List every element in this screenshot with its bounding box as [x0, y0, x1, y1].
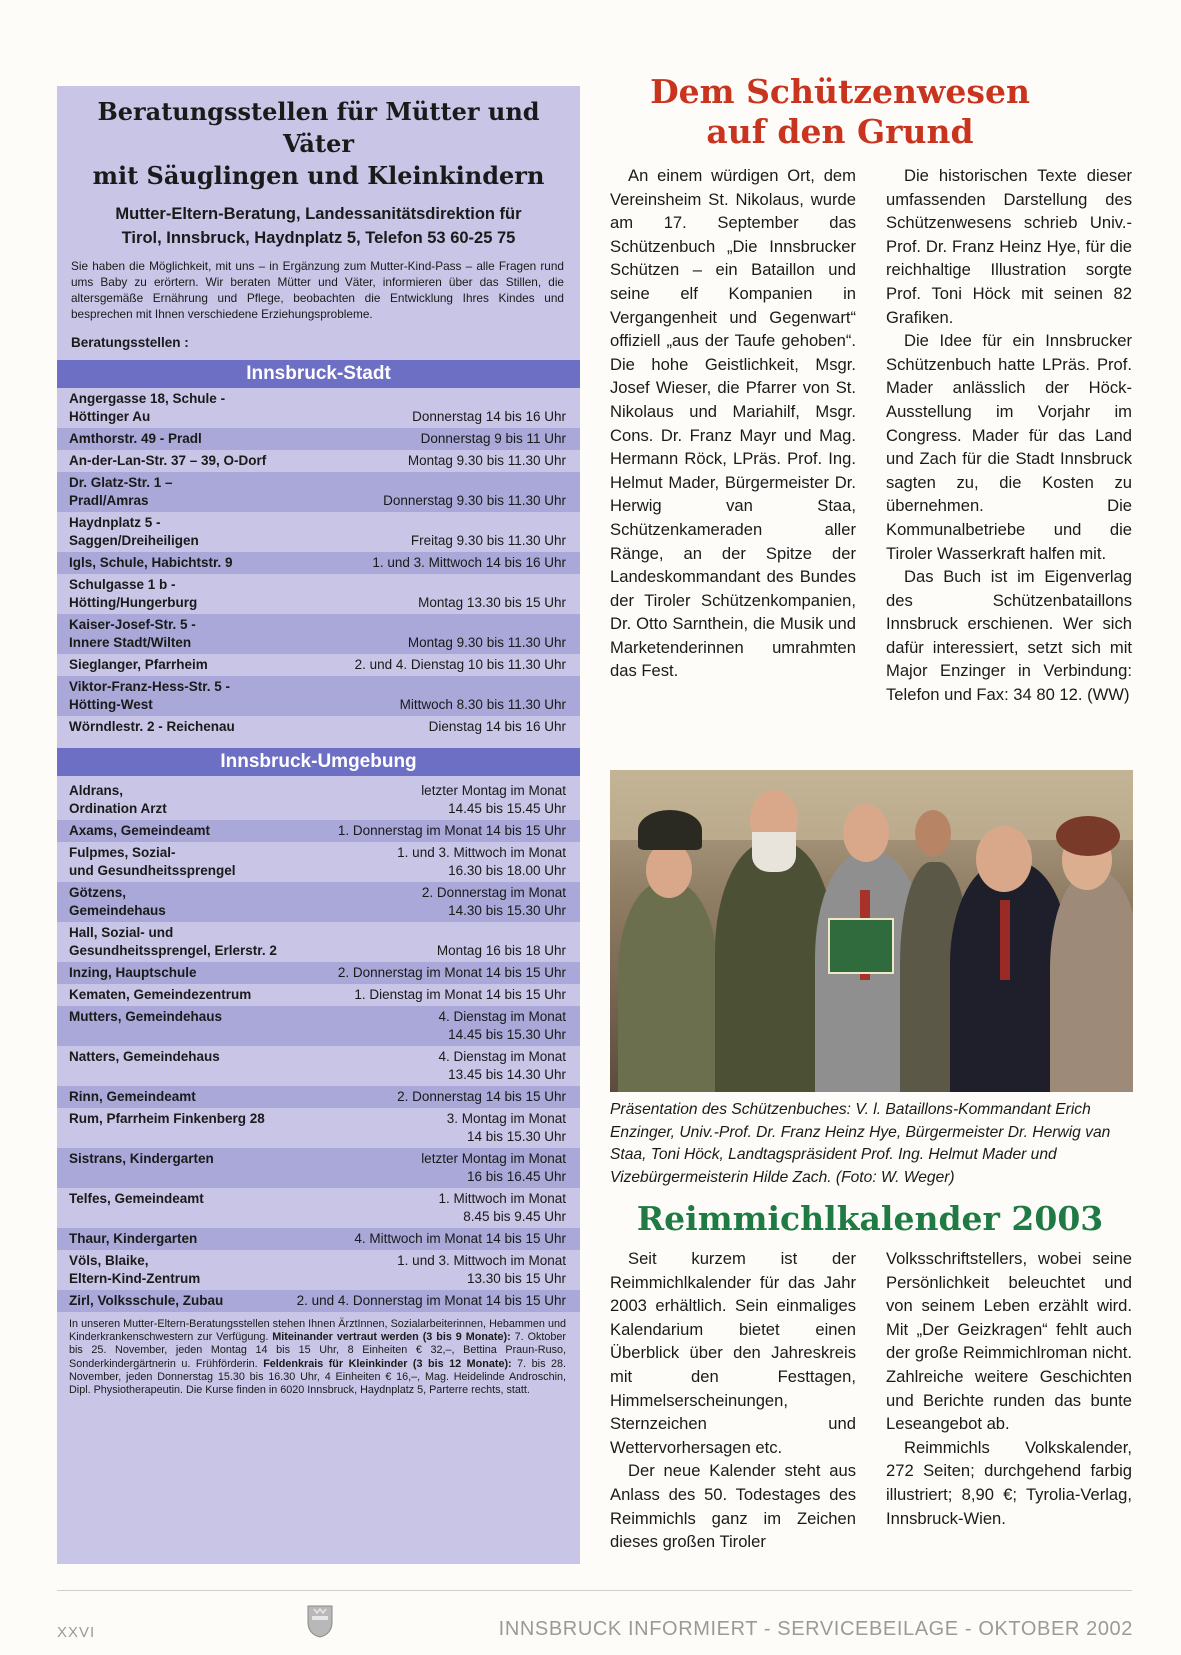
schedule-row	[57, 472, 580, 512]
article1-paragraph: Die historischen Texte dieser umfassenden Darstellung des Schützenwesens schrieb Univ.-Prof. Dr. Franz Heinz Hye, für die reichhaltige Illustration sorgte Prof. Toni Höck mit seinen 82 Grafiken.	[886, 166, 1132, 327]
location-name: Sieglanger, Pfarrheim	[69, 657, 208, 672]
schedule-time: 1. Dienstag im Monat 14 bis 15 Uhr	[354, 987, 566, 1002]
location-name: Wörndlestr. 2 - Reichenau	[69, 719, 235, 734]
counseling-info-box	[57, 86, 580, 1564]
article1-column-1	[610, 164, 856, 683]
schedule-row	[57, 1086, 580, 1108]
page-number: XXVI	[57, 1624, 96, 1641]
box-intro: Sie haben die Möglichkeit, mit uns – in Ergänzung zum Mutter-Kind-Pass – alle Fragen rund ums Baby zu erörtern. Wir beraten Mütter und Väter, informieren über das Stillen, die altersgemäße Ernährung und Pflege, beobachten die Entwicklung Ihres Kindes und besprechen mit Ihnen verschiedene Erziehungsprobleme.	[71, 259, 564, 321]
schedule-row	[57, 1290, 580, 1312]
schedule-row	[57, 1046, 580, 1086]
schedule-row	[57, 574, 580, 614]
location-name: Amthorstr. 49 - Pradl	[69, 431, 202, 446]
schedule-time: 2. Donnerstag 14 bis 15 Uhr	[397, 1089, 566, 1104]
schedule-row	[57, 716, 580, 738]
schedule-time: 2. und 4. Donnerstag im Monat 14 bis 15 Uhr	[296, 1293, 566, 1308]
location-name: Zirl, Volksschule, Zubau	[69, 1293, 224, 1308]
article2-column-1	[610, 1247, 856, 1554]
schedule-time: 4. Dienstag im Monat 13.45 bis 14.30 Uhr	[438, 1049, 566, 1082]
box-title-line-1: Beratungsstellen für Mütter und Väter	[97, 97, 540, 158]
footnote-course-1-text: 7. Oktober bis 25. November, jeden Montag 14 bis 15 Uhr, 8 Einheiten € 32,–, Bettina Praun-Ruso, Sonderkindergärtnerin u. Frühförderin.	[69, 1331, 567, 1370]
location-name: Fulpmes, Sozial- und Gesundheitssprengel	[69, 845, 236, 878]
schedule-time: Donnerstag 9.30 bis 11.30 Uhr	[383, 493, 566, 508]
schedule-time: 2. Donnerstag im Monat 14.30 bis 15.30 Uhr	[421, 885, 566, 918]
schedule-row	[57, 984, 580, 1006]
schedule-row	[57, 1148, 580, 1188]
beratungsstellen-label: Beratungsstellen :	[71, 335, 189, 350]
schedule-time: Montag 16 bis 18 Uhr	[436, 943, 566, 958]
footnote-course-2-text: 7. bis 28. November, jeden Donnerstag 15.30 bis 16.30 Uhr, 4 Einheiten € 16,–, Mag. Heidelinde Androschin, Dipl. Physiotherapeutin. Die Kurse finden in 6020 Innsbruck, Haydnplatz 5, Parterre rechts, statt.	[69, 1357, 566, 1397]
schedule-row	[57, 1188, 580, 1228]
location-name: Mutters, Gemeindehaus	[69, 1009, 223, 1024]
schedule-time: 4. Mittwoch im Monat 14 bis 15 Uhr	[354, 1231, 566, 1246]
location-name: Thaur, Kindergarten	[69, 1231, 198, 1246]
schedule-time: Dienstag 14 bis 16 Uhr	[428, 719, 566, 734]
schedule-row	[57, 552, 580, 574]
schedule-row	[57, 428, 580, 450]
article2-column-2	[886, 1247, 1132, 1530]
location-name: Rinn, Gemeindeamt	[69, 1089, 196, 1104]
schedule-row	[57, 388, 580, 428]
article1-column-2	[886, 164, 1132, 707]
schedule-time: 1. und 3. Mittwoch im Monat 16.30 bis 18.00 Uhr	[397, 845, 566, 878]
location-name: Angergasse 18, Schule - Höttinger Au	[69, 391, 226, 424]
article-headline-schuetzen	[600, 72, 1080, 152]
article1-paragraph: Die Idee für ein Innsbrucker Schützenbuch hatte LPräs. Prof. Mader anlässlich der Höck-Ausstellung im Vorjahr im Congress. Mader für das Land und Zach für die Stadt Innsbruck sagten zu, die Kosten zu übernehmen. Die Kommunalbetriebe und die Tiroler Wasserkraft halfen mit.	[886, 331, 1132, 563]
schedule-time: Mittwoch 8.30 bis 11.30 Uhr	[399, 697, 566, 712]
location-name: Aldrans, Ordination Arzt	[69, 783, 167, 816]
schedule-row	[57, 1006, 580, 1046]
article2-paragraph: Der neue Kalender steht aus Anlass des 50. Todestages des Reimmichls ganz im Zeichen dieses großen Tiroler	[610, 1461, 856, 1552]
article1-paragraph: Das Buch ist im Eigenverlag des Schützenbataillons Innsbruck erschienen. Wer sich dafür interessiert, setzt sich mit Major Enzinger in Verbindung: Telefon und Fax: 34 80 12. (WW)	[886, 567, 1132, 705]
location-name: Inzing, Hauptschule	[69, 965, 197, 980]
schedule-time: letzter Montag im Monat 14.45 bis 15.45 Uhr	[421, 783, 566, 816]
schedule-time: Montag 9.30 bis 11.30 Uhr	[407, 453, 566, 468]
article2-paragraph: Reimmichls Volkskalender, 272 Seiten; durchgehend farbig illustriert; 8,90 €; Tyrolia-Verlag, Innsbruck-Wien.	[886, 1437, 1132, 1528]
location-name: Axams, Gemeindeamt	[69, 823, 211, 838]
location-name: Schulgasse 1 b - Hötting/Hungerburg	[69, 577, 198, 610]
city-crest-icon	[306, 1604, 334, 1638]
schedule-time: letzter Montag im Monat 16 bis 16.45 Uhr	[421, 1151, 566, 1184]
publication-footer: INNSBRUCK INFORMIERT - SERVICEBEILAGE - OKTOBER 2002	[498, 1618, 1133, 1640]
schedule-time: 1. und 3. Mittwoch 14 bis 16 Uhr	[372, 555, 566, 570]
schedule-row	[57, 820, 580, 842]
schedule-time: Montag 9.30 bis 11.30 Uhr	[407, 635, 566, 650]
schedule-time: Freitag 9.30 bis 11.30 Uhr	[410, 533, 566, 548]
schedule-row	[57, 922, 580, 962]
footnote-course-1-title: Miteinander vertraut werden (3 bis 9 Monate):	[272, 1331, 511, 1344]
schedule-row	[57, 962, 580, 984]
footnote-staff: In unseren Mutter-Eltern-Beratungsstellen stehen Ihnen ÄrztInnen, Sozialarbeiterinnen, Hebammen und Kinderkrankenschwestern zur Verfügung.	[69, 1318, 566, 1344]
location-name: Rum, Pfarrheim Finkenberg 28	[69, 1111, 265, 1126]
location-name: Götzens, Gemeindehaus	[69, 885, 166, 918]
schedule-time: 1. Mittwoch im Monat 8.45 bis 9.45 Uhr	[438, 1191, 566, 1224]
schedule-row	[57, 842, 580, 882]
location-name: An-der-Lan-Str. 37 – 39, O-Dorf	[69, 453, 267, 468]
location-name: Telfes, Gemeindeamt	[69, 1191, 204, 1206]
location-name: Völs, Blaike, Eltern-Kind-Zentrum	[69, 1253, 201, 1286]
schedule-row	[57, 450, 580, 472]
headline-line-2: auf den Grund	[706, 112, 974, 151]
location-name: Viktor-Franz-Hess-Str. 5 - Hötting-West	[69, 679, 231, 712]
schedule-time: Donnerstag 9 bis 11 Uhr	[420, 431, 566, 446]
schedule-time: Montag 13.30 bis 15 Uhr	[418, 595, 566, 610]
footnote-course-2-title: Feldenkrais für Kleinkinder (3 bis 12 Monate):	[263, 1357, 512, 1370]
footer-rule	[57, 1590, 1132, 1591]
photo-caption: Präsentation des Schützenbuches: V. l. Bataillons-Kommandant Erich Enzinger, Univ.-Prof. Dr. Franz Heinz Hye, Bürgermeister Dr. Herwig van Staa, Toni Höck, Landtagspräsident Prof. Ing. Helmut Mader und Vizebürgermeisterin Hilde Zach. (Foto: W. Weger)	[610, 1101, 1111, 1186]
schedule-row	[57, 614, 580, 654]
box-title-line-2: mit Säuglingen und Kleinkindern	[92, 161, 545, 190]
location-name: Haydnplatz 5 - Saggen/Dreiheiligen	[69, 515, 199, 548]
schedule-row	[57, 882, 580, 922]
section-heading-umgebung: Innsbruck-Umgebung	[57, 748, 580, 776]
schedule-row	[57, 1108, 580, 1148]
schedule-row	[57, 1250, 580, 1290]
location-name: Hall, Sozial- und Gesundheitssprengel, Erlerstr. 2	[69, 925, 277, 958]
article2-paragraph: Volksschriftstellers, wobei seine Persönlichkeit beleuchtet und von seinem Leben erzählt wird. Mit „Der Geizkragen“ fehlt auch der große Reimmichlroman nicht. Zahlreiche weitere Geschichten und Berichte runden das bunte Leseangebot ab.	[886, 1249, 1132, 1434]
schedule-row	[57, 512, 580, 552]
schedule-row	[57, 676, 580, 716]
location-name: Kematen, Gemeindezentrum	[69, 987, 252, 1002]
schedule-row	[57, 1228, 580, 1250]
headline-line-1: Dem Schützenwesen	[650, 72, 1030, 111]
umgebung-list	[57, 780, 580, 1312]
location-name: Igls, Schule, Habichtstr. 9	[69, 555, 233, 570]
schedule-row	[57, 654, 580, 676]
organization-line-2: Tirol, Innsbruck, Haydnplatz 5, Telefon 53 60-25 75	[121, 229, 516, 247]
schedule-row	[57, 780, 580, 820]
location-name: Kaiser-Josef-Str. 5 - Innere Stadt/Wilten	[69, 617, 196, 650]
article2-paragraph: Seit kurzem ist der Reimmichlkalender für das Jahr 2003 erhältlich. Sein einmaliges Kalendarium bietet einen Überblick über den Jahreskreis mit den Festtagen, Himmelserscheinungen, Sternzeichen und Wettervorhersagen etc.	[610, 1249, 856, 1457]
article1-paragraph: An einem würdigen Ort, dem Vereinsheim St. Nikolaus, wurde am 17. September das Schützenbuch „Die Innsbrucker Schützen – ein Bataillon und seine elf Kompanien in Vergangenheit und Gegenwart“ offiziell „aus der Taufe gehoben“. Die hohe Geistlichkeit, Msgr. Josef Wieser, die Pfarrer von St. Nikolaus und Mariahilf, Msgr. Cons. Dr. Franz Mayr und Mag. Hermann Röck, LPräs. Prof. Ing. Helmut Mader, Bürgermeister Dr. Herwig van Staa, Schützenkameraden aller Ränge, an der Spitze der Landeskommandant des Bundes der Tiroler Schützenkompanien, Dr. Otto Sarnthein, die Musik und Marketenderinnen umrahmten das Fest.	[610, 166, 856, 681]
schedule-time: 2. und 4. Dienstag 10 bis 11.30 Uhr	[354, 657, 566, 672]
organization-info	[73, 202, 564, 250]
schedule-time: 1. und 3. Mittwoch im Monat 13.30 bis 15 Uhr	[397, 1253, 566, 1286]
location-name: Dr. Glatz-Str. 1 – Pradl/Amras	[69, 475, 173, 508]
article-headline-reimmichl: Reimmichlkalender 2003	[636, 1199, 1104, 1238]
location-name: Natters, Gemeindehaus	[69, 1049, 220, 1064]
section-heading-stadt: Innsbruck-Stadt	[57, 360, 580, 388]
location-name: Sistrans, Kindergarten	[69, 1151, 214, 1166]
schedule-time: 3. Montag im Monat 14 bis 15.30 Uhr	[446, 1111, 566, 1144]
schedule-time: Donnerstag 14 bis 16 Uhr	[412, 409, 566, 424]
organization-line-1: Mutter-Eltern-Beratung, Landessanitätsdirektion für	[115, 205, 522, 223]
presentation-photo	[610, 770, 1133, 1092]
stadt-list	[57, 388, 580, 738]
box-title	[69, 96, 568, 192]
box-footnote	[69, 1318, 566, 1397]
schedule-time: 1. Donnerstag im Monat 14 bis 15 Uhr	[337, 823, 566, 838]
schedule-time: 4. Dienstag im Monat 14.45 bis 15.30 Uhr	[438, 1009, 566, 1042]
schedule-time: 2. Donnerstag im Monat 14 bis 15 Uhr	[337, 965, 566, 980]
